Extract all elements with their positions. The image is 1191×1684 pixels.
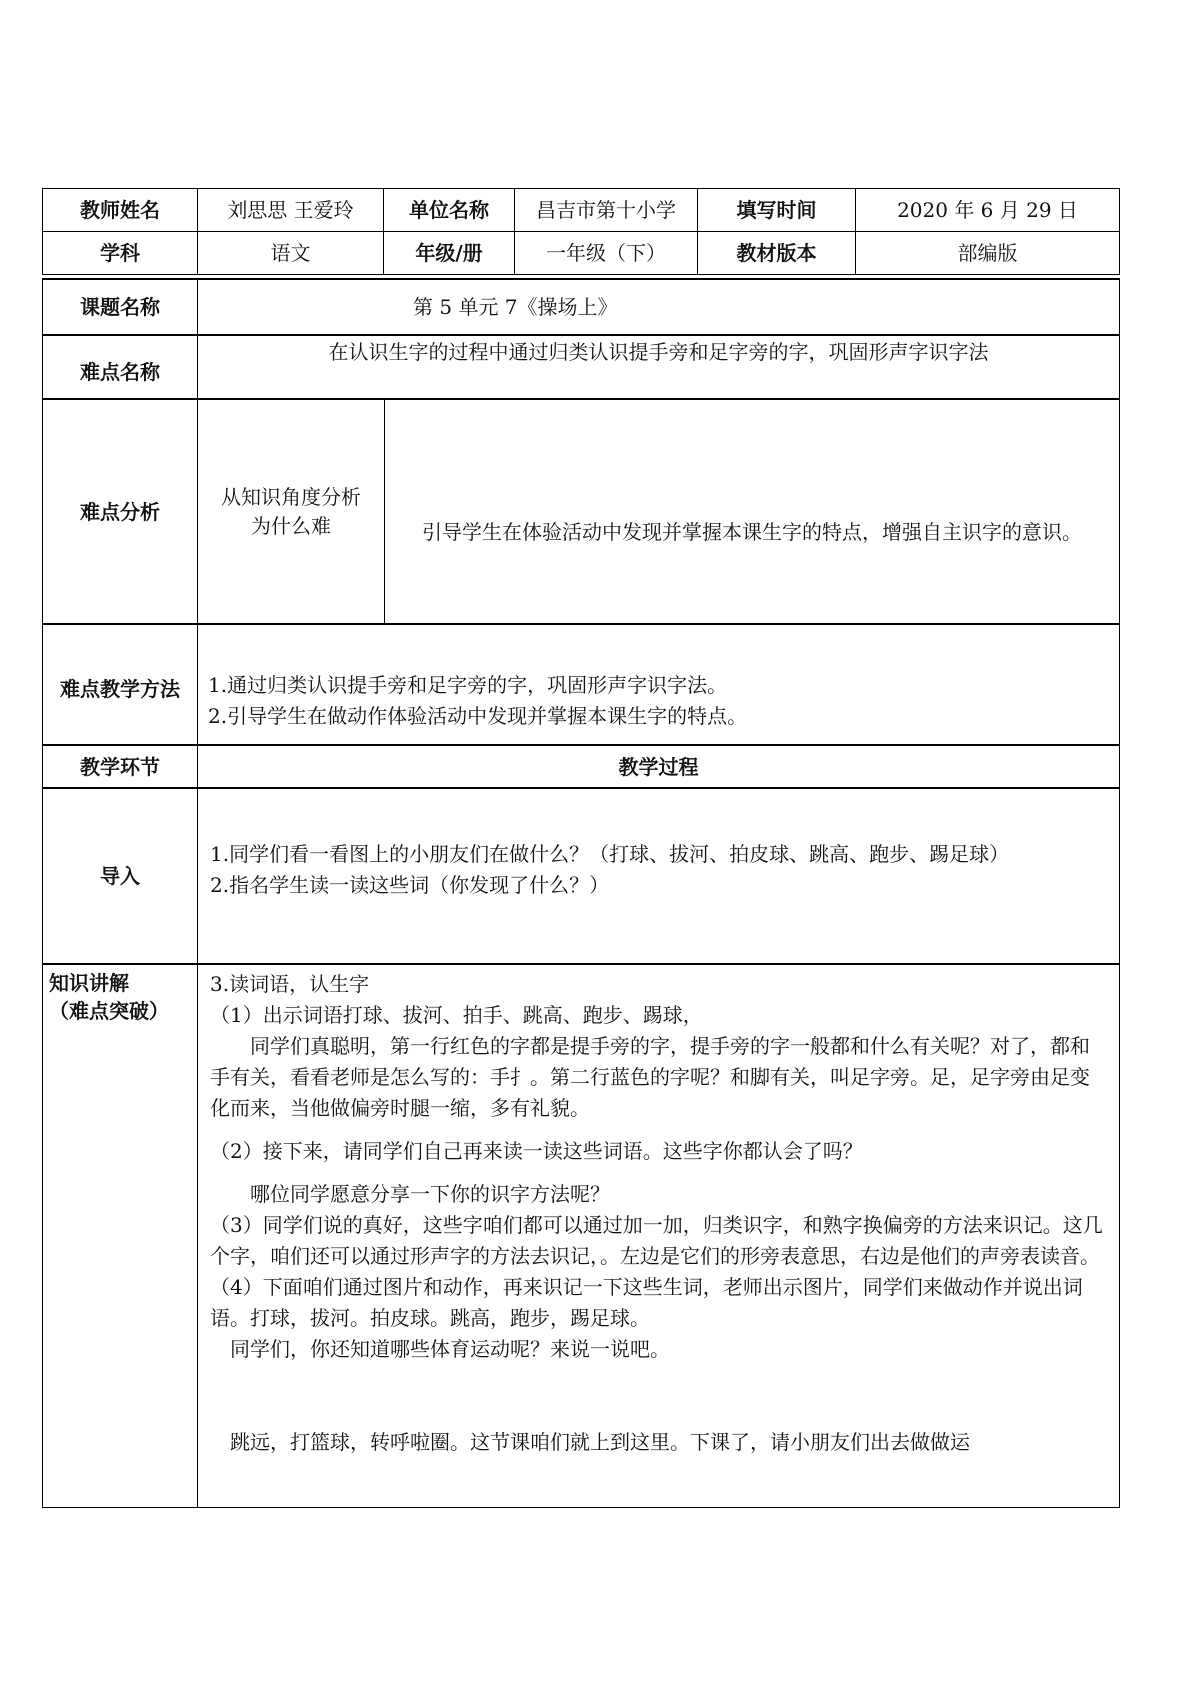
fill-date-label: 填写时间 — [697, 188, 856, 232]
knowledge-p2: （1）出示词语打球、拔河、拍手、跳高、跑步、踢球， — [210, 1003, 703, 1027]
topic-value: 第 5 单元 7《操场上》 — [197, 278, 1120, 336]
method-content — [197, 623, 1120, 745]
knowledge-label — [42, 963, 198, 1508]
grade-label: 年级/册 — [383, 231, 515, 275]
analysis-sub-label-line2: 为什么难 — [251, 514, 331, 538]
knowledge-p7: （4）下面咱们通过图片和动作，再来识记一下这些生词，老师出示图片，同学们来做动作并说出词语。打球，拔河。拍皮球。跳高，跑步，踢足球。 — [210, 1275, 1083, 1330]
knowledge-p8: 同学们，你还知道哪些体育运动呢？来说一说吧。 — [230, 1337, 670, 1361]
intro-line-2: 2.指名学生读一读这些词（你发现了什么？） — [210, 873, 610, 897]
knowledge-label-line1: 知识讲解 — [49, 971, 129, 995]
intro-label: 导入 — [42, 787, 198, 965]
method-line-1: 1.通过归类认识提手旁和足字旁的字，巩固形声字识字法。 — [208, 673, 728, 697]
edition-label: 教材版本 — [697, 231, 856, 275]
knowledge-p4: （2）接下来，请同学们自己再来读一读这些词语。这些字你都认会了吗？ — [210, 1139, 863, 1163]
fill-date-value: 2020 年 6 月 29 日 — [855, 188, 1120, 232]
knowledge-p5: 哪位同学愿意分享一下你的识字方法呢？ — [250, 1182, 610, 1206]
analysis-sub-label — [197, 398, 385, 625]
knowledge-label-line2: （难点突破） — [49, 999, 169, 1023]
knowledge-p3: 同学们真聪明，第一行红色的字都是提手旁的字，提手旁的字一般都和什么有关呢？对了，都和手有关，看看老师是怎么写的：手扌。第二行蓝色的字呢？和脚有关，叫足字旁。足，足字旁由足变化而来，当他做偏旁时腿一缩，多有礼貌。 — [210, 1034, 1090, 1120]
knowledge-p9: 跳远，打篮球，转呼啦圈。这节课咱们就上到这里。下课了，请小朋友们出去做做运 — [230, 1430, 970, 1454]
unit-name-label: 单位名称 — [383, 188, 515, 232]
topic-label: 课题名称 — [42, 278, 198, 336]
stage-header: 教学环节 — [42, 744, 198, 789]
knowledge-content — [197, 963, 1120, 1508]
method-label: 难点教学方法 — [42, 623, 198, 745]
difficulty-value: 在认识生字的过程中通过归类认识提手旁和足字旁的字，巩固形声字识字法 — [197, 334, 1120, 400]
knowledge-p6: （3）同学们说的真好，这些字咱们都可以通过加一加，归类识字，和熟字换偏旁的方法来识记。这几个字，咱们还可以通过形声字的方法去识记，。左边是它们的形旁表意思，右边是他们的声旁表读音。 — [210, 1213, 1103, 1268]
process-header: 教学过程 — [197, 744, 1120, 789]
subject-value: 语文 — [197, 231, 384, 275]
intro-line-1: 1.同学们看一看图上的小朋友们在做什么？（打球、拔河、拍皮球、跳高、跑步、踢足球） — [210, 842, 1010, 866]
teacher-name-label: 教师姓名 — [42, 188, 198, 232]
unit-name-value: 昌吉市第十小学 — [514, 188, 698, 232]
intro-content — [197, 787, 1120, 965]
teacher-name-value: 刘思思 王爱玲 — [197, 188, 384, 232]
edition-value: 部编版 — [855, 231, 1120, 275]
knowledge-p1: 3.读词语，认生字 — [210, 972, 370, 996]
difficulty-label: 难点名称 — [42, 334, 198, 400]
method-line-2: 2.引导学生在做动作体验活动中发现并掌握本课生字的特点。 — [208, 704, 748, 728]
analysis-value: 引导学生在体验活动中发现并掌握本课生字的特点，增强自主识字的意识。 — [384, 398, 1120, 625]
grade-value: 一年级（下） — [514, 231, 698, 275]
analysis-label: 难点分析 — [42, 398, 198, 625]
subject-label: 学科 — [42, 231, 198, 275]
analysis-sub-label-line1: 从知识角度分析 — [221, 485, 361, 509]
